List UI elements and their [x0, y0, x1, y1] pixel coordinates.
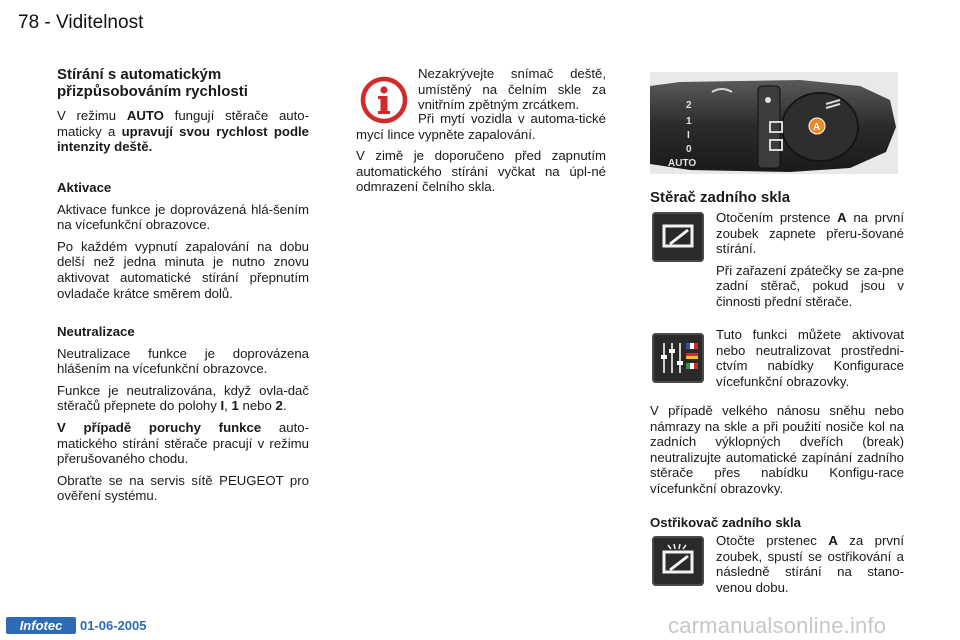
warning-text-bottom: [356, 111, 606, 201]
config-text: [716, 327, 904, 395]
intro-paragraph: V režimu AUTO fungují stěrače auto-maticky a upravují svou rychlost podle intenzity deště.: [57, 108, 309, 155]
fault-paragraph: V případě poruchy funkce auto-matického stírání stěrače pracují v režimu přerušovaného chodu.: [57, 419, 309, 467]
stalk-auto-label: AUTO: [668, 158, 697, 169]
rear-washer-icon: [652, 536, 704, 586]
rear-washer-text: [716, 533, 904, 601]
rear-wiper-paragraph-1: Otočením prstence A na první zoubek zapnete přeru-šované stírání.: [716, 210, 904, 257]
rear-washer-heading: Ostřikovač zadního skla: [650, 515, 801, 530]
neutralization-paragraph-1: Neutralizace funkce je doprovázena hlášením na vícefunkční obrazovce.: [57, 345, 309, 377]
page-title: Viditelnost: [56, 12, 144, 33]
infotec-logo: Infotec: [6, 617, 76, 634]
snow-text: [650, 403, 904, 503]
snow-paragraph: V případě velkého nánosu sněhu nebo námrazy na skle a při použití nosiče kol na zadních výklopných dveřích (break) neutralizujte automatické zapínání zadního stěrače přes nabídku Konfigu-race vícefunkční obrazovky.: [650, 403, 904, 496]
neutralization-section: [57, 324, 309, 510]
stalk-ring-label: A: [813, 122, 821, 133]
config-paragraph: Tuto funkci můžete aktivovat nebo neutralizovat prostředni-ctvím nabídky Konfigurace vícefunkční obrazovky.: [716, 327, 904, 389]
warning-paragraph-3: V zimě je doporučeno před zapnutím automatického stírání vyčkat na úpl-né odmrazení čelního skla.: [356, 148, 606, 195]
rear-wiper-icon: [652, 212, 704, 262]
stalk-position-I: I: [687, 130, 690, 141]
page-number: 78: [18, 12, 40, 33]
footer-date: 01-06-2005: [80, 618, 147, 633]
activation-heading: Aktivace: [57, 180, 112, 195]
section-heading-auto-wipe: Stírání s automatickým přizpůsobováním rychlosti: [57, 66, 248, 100]
warning-paragraph-1: Nezakrývejte snímač deště, umístěný na čelním skle za vnitřním zpětným zrcátkem.: [418, 66, 606, 113]
rear-wiper-heading: Stěrač zadního skla: [650, 189, 791, 206]
neutralization-heading: Neutralizace: [57, 324, 135, 339]
watermark: carmanualsonline.info: [668, 613, 887, 638]
service-paragraph: Obraťte se na servis sítě PEUGEOT pro ověření systému.: [57, 472, 309, 504]
page-header: 78 - Viditelnost: [18, 12, 144, 33]
warning-paragraph-2: Při mytí vozidla v automa-tické mycí lince vypněte zapalování.: [356, 111, 606, 142]
rear-washer-paragraph: Otočte prstenec A za první zoubek, spustí se ostřikování a následně stírání na stano-venou dobu.: [716, 533, 904, 595]
activation-paragraph-1: Aktivace funkce je doprovázená hlá-šením na vícefunkční obrazovce.: [57, 201, 309, 233]
activation-paragraph-2: Po každém vypnutí zapalování na dobu delší než jedna minuta je nutno znovu aktivovat automatické stírání přepnutím ovladače krátce směrem dolů.: [57, 238, 309, 301]
stalk-position-1: 1: [686, 116, 692, 127]
config-menu-icon: [652, 333, 704, 383]
stalk-position-0: 0: [686, 144, 692, 155]
neutralization-paragraph-2: Funkce je neutralizována, když ovla-dač stěračů přepnete do polohy I, 1 nebo 2.: [57, 382, 309, 414]
activation-section: [57, 180, 309, 307]
rear-wiper-text: [716, 210, 904, 310]
left-column: [57, 66, 309, 161]
rear-wiper-paragraph-2: Při zařazení zpátečky se za-pne zadní stěrač, pokud jsou v činnosti přední stěrače.: [716, 262, 904, 309]
stalk-position-2: 2: [686, 100, 692, 111]
wiper-stalk-photo: [650, 72, 898, 174]
